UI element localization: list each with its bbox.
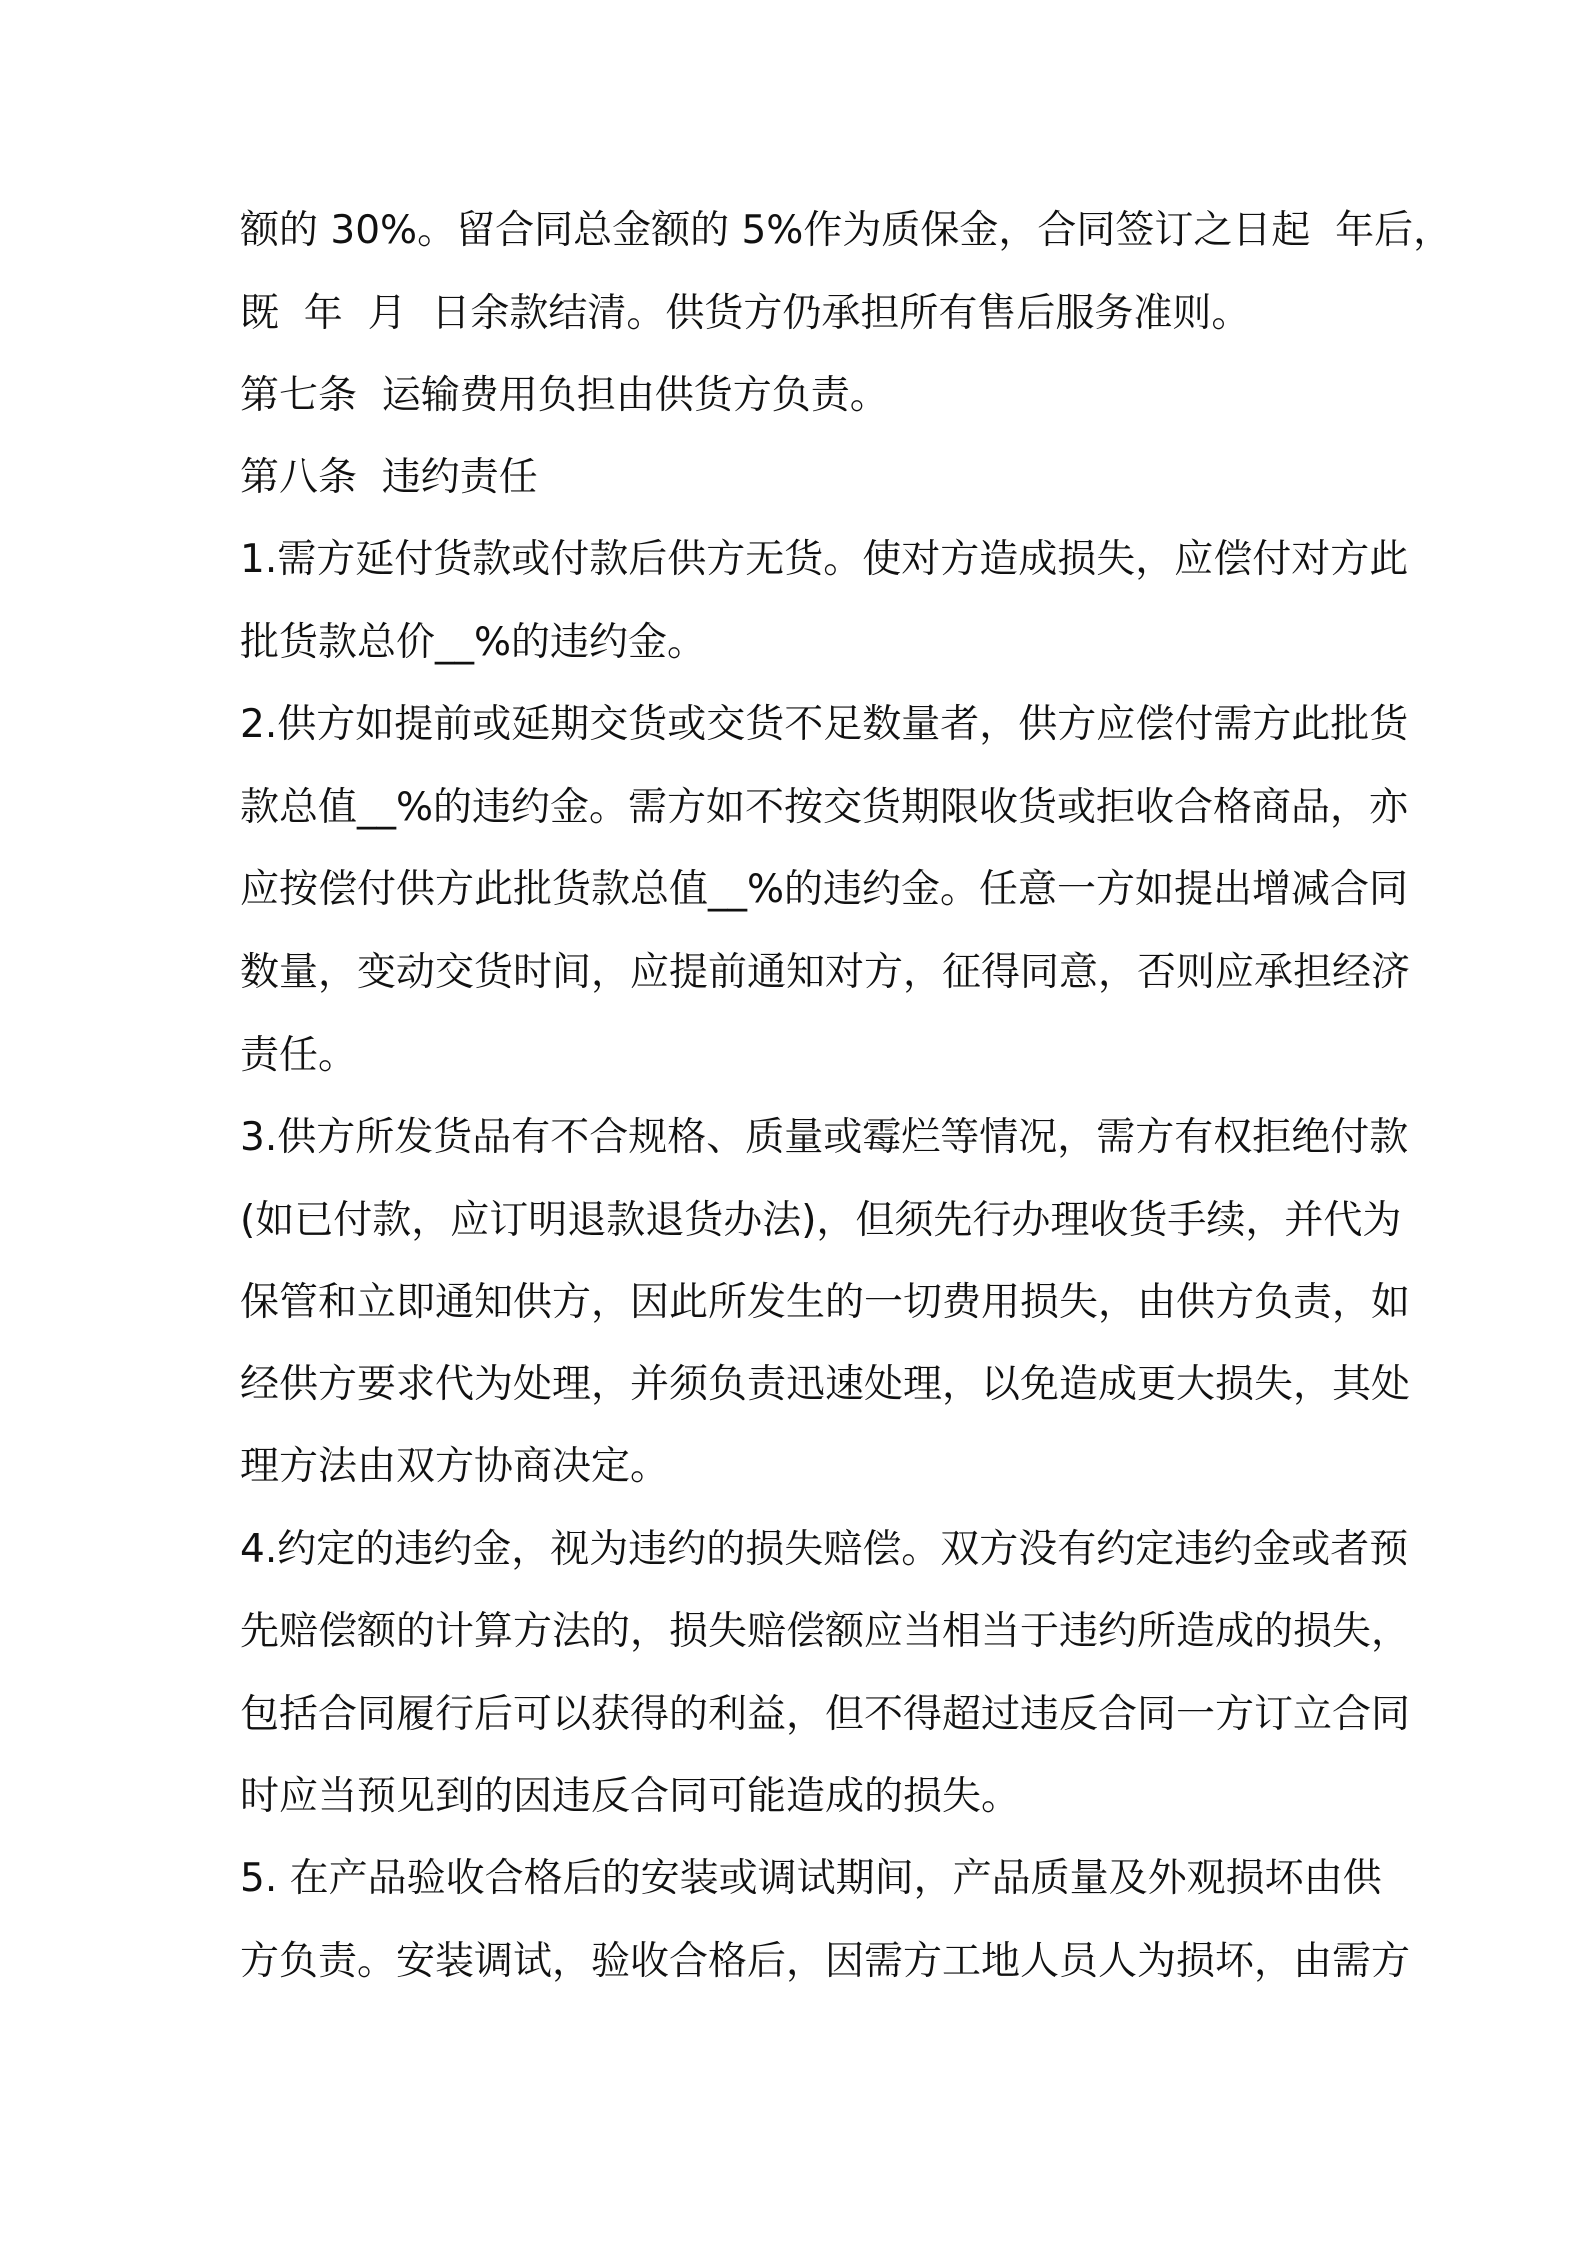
text-line: 包括合同履行后可以获得的利益，但不得超过违反合同一方订立合同 <box>240 1692 1411 1737</box>
text-line: 3.供方所发货品有不合规格、质量或霉烂等情况，需方有权拒绝付款 <box>240 1115 1409 1160</box>
text-line: 时应当预见到的因违反合同可能造成的损失。 <box>240 1774 1021 1819</box>
text-line: 5. 在产品验收合格后的安装或调试期间，产品质量及外观损坏由供 <box>240 1856 1382 1901</box>
text-line: 理方法由双方协商决定。 <box>240 1444 670 1489</box>
text-line: 先赔偿额的计算方法的，损失赔偿额应当相当于违约所造成的损失， <box>240 1609 1411 1654</box>
text-line: 4.约定的违约金，视为违约的损失赔偿。双方没有约定违约金或者预 <box>240 1527 1409 1572</box>
text-line: 款总值__%的违约金。需方如不按交货期限收货或拒收合格商品，亦 <box>240 785 1409 830</box>
text-line: 2.供方如提前或延期交货或交货不足数量者，供方应偿付需方此批货 <box>240 702 1409 747</box>
text-line: 责任。 <box>240 1033 358 1078</box>
text-line: 批货款总价__%的违约金。 <box>240 620 707 665</box>
text-line: 经供方要求代为处理，并须负责迅速处理，以免造成更大损失，其处 <box>240 1362 1411 1407</box>
text-line: 应按偿付供方此批货款总值__%的违约金。任意一方如提出增减合同 <box>240 867 1409 912</box>
text-line: 方负责。安装调试，验收合格后，因需方工地人员人为损坏，由需方 <box>240 1939 1411 1984</box>
text-line: 1.需方延付货款或付款后供方无货。使对方造成损失，应偿付对方此 <box>240 537 1409 582</box>
text-line: 第八条 违约责任 <box>240 455 538 500</box>
text-line: 额的 30%。留合同总金额的 5%作为质保金，合同签订之日起 年后， <box>240 208 1453 253</box>
text-line: 保管和立即通知供方，因此所发生的一切费用损失，由供方负责，如 <box>240 1280 1411 1325</box>
text-line: 数量，变动交货时间，应提前通知对方，征得同意，否则应承担经济 <box>240 950 1411 995</box>
text-line: (如已付款，应订明退款退货办法)，但须先行办理收货手续，并代为 <box>240 1198 1402 1243</box>
text-line: 第七条 运输费用负担由供货方负责。 <box>240 373 889 418</box>
text-line: 既 年 月 日余款结清。供货方仍承担所有售后服务准则。 <box>240 291 1251 336</box>
